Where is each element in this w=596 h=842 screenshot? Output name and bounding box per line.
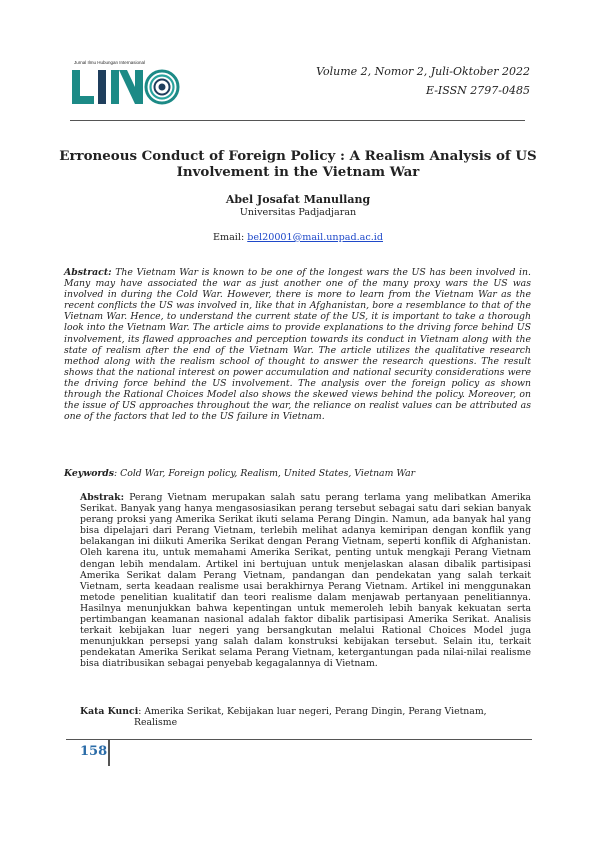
kata-kunci-label: Kata Kunci xyxy=(80,706,139,717)
author-email-line xyxy=(58,232,538,243)
article-title: Erroneous Conduct of Foreign Policy : A Realism Analysis of US Involvement in the Vietnam War xyxy=(59,148,537,180)
author-name: Abel Josafat Manullang xyxy=(225,193,371,206)
logo-letter-n xyxy=(111,70,119,104)
kata-kunci-line1: : Amerika Serikat, Kebijakan luar negeri, Perang Dingin, Perang Vietnam, xyxy=(138,706,487,717)
journal-kicker: Jurnal Ilmu Hubungan Internasional xyxy=(74,60,146,65)
author-affiliation: Universitas Padjadjaran xyxy=(239,207,357,218)
logo-swirl-icon xyxy=(146,71,178,103)
abstract-english xyxy=(64,267,531,422)
footer-rule xyxy=(66,739,532,740)
kata-kunci-line2: Realisme xyxy=(134,717,178,729)
abstract-text: The Vietnam War is known to be one of the longest wars the US has been involved in. Many may have associated the war as just another one of the many proxy wars the US was involved in during the Cold War. However, there is more to learn from the Vietnam War as the recent conflicts the US was involved in, like that in Afghanistan, bore a resemblance to that of the Vietnam War. Hence, to understand the current state of the US, it is important to take a thorough look into the Vietnam War. The article aims to provide explanations to the driving force behind US involvement, its flawed approaches and perception towards its conduct in Vietnam along with the state of realism after the end of the Vietnam War. The article utilizes the qualitative research method along with the realism school of thought to answer the research questions. The result shows that the national interest on power accumulation and national security considerations were the driving force behind the US involvement. The analysis over the foreign policy as shown through the Rational Choices Model also shows the skewed views behind the policy. Moreover, on the issue of US approaches throughout the war, the reliance on realist values can be attributed as one of the factors that led to the US failure in Vietnam. xyxy=(64,267,531,423)
keywords-english xyxy=(64,468,531,479)
abstrak-label: Abstrak: xyxy=(80,492,125,503)
header-rule xyxy=(70,120,525,121)
keywords-indonesian xyxy=(80,706,531,728)
abstract-indonesian xyxy=(80,492,531,670)
abstrak-text: Perang Vietnam merupakan salah satu perang terlama yang melibatkan Amerika Serikat. Banyak yang hanya mengasosiasikan perang tersebut sebagai satu dari sekian banyak perang proksi yang Amerika Serikat ikuti selama Perang Dingin. Namun, ada banyak hal yang bisa dipelajari dari Perang Vietnam, terlebih melihat adanya kemiripan dengan konflik yang belakangan ini diikuti Amerika Serikat dengan Perang Vietnam, seperti konflik di Afghanistan. Oleh karena itu, untuk memahami Amerika Serikat, penting untuk mengkaji Perang Vietnam dengan lebih mendalam. Artikel ini bertujuan untuk menjelaskan alasan dibalik partisipasi Amerika Serikat dalam Perang Vietnam, pandangan dan pendekatan yang salah terkait Vietnam, serta keadaan realisme usai berakhirnya Perang Vietnam. Artikel ini menggunakan metode penelitian kualitatif dan teori realisme dalam menjawab pertanyaan penelitiannya. Hasilnya menunjukkan bahwa kepentingan untuk memeroleh lebih banyak kekuatan serta pertimbangan keamanan nasional adalah faktor dibalik partisipasi Amerika Serikat. Analisis terkait kebijakan luar negeri yang bersangkutan melalui Rational Choices Model juga menunjukkan persepsi yang salah dalam konstruksi kebijakan tersebut. Selain itu, terkait pendekatan Amerika Serikat selama Perang Vietnam, ketergantungan pada nilai-nilai realisme bisa diatribusikan sebagai penyebab kegagalannya di Vietnam. xyxy=(80,492,531,670)
page-number: 158 xyxy=(80,744,108,759)
abstract-label: Abstract: xyxy=(64,267,112,278)
keywords-label: Keywords xyxy=(64,468,115,479)
email-link[interactable]: bel20001@mail.unpad.ac.id xyxy=(247,232,383,243)
logo-letter-i xyxy=(98,70,106,104)
volume-info: Volume 2, Nomor 2, Juli-Oktober 2022 xyxy=(316,65,530,78)
journal-logo xyxy=(70,66,180,110)
email-label: Email: xyxy=(212,232,248,243)
page-number-bar xyxy=(108,740,110,766)
keywords-text: : Cold War, Foreign policy, Realism, United States, Vietnam War xyxy=(114,468,416,479)
issn-info: E-ISSN 2797-0485 xyxy=(425,84,530,97)
